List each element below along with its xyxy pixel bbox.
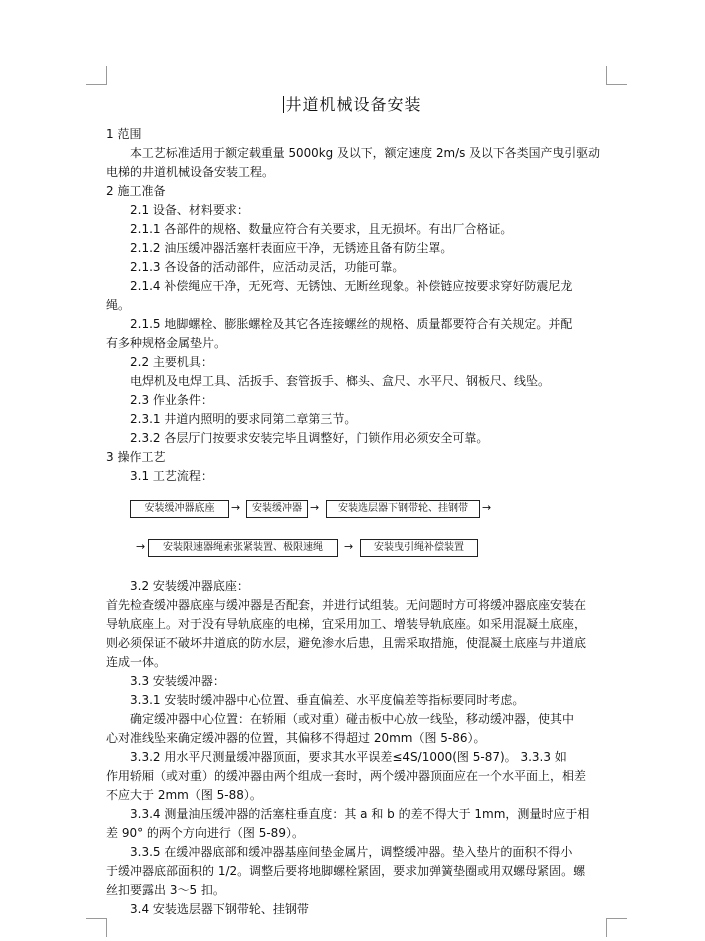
paragraph-line: 确定缓冲器中心位置：在轿厢（或对重）碰击板中心放一线坠，移动缓冲器，使其中: [130, 712, 575, 726]
flow-box: 安装缓冲器: [246, 500, 308, 518]
document-title[interactable]: 井道机械设备安装: [285, 95, 422, 114]
paragraph-line: 于缓冲器底部面积的 1/2。调整后要将地脚螺栓紧固，要求加弹簧垫圈或用双螺母紧固。螺: [106, 864, 586, 878]
paragraph-line: 电梯的井道机械设备安装工程。: [106, 165, 275, 179]
subsection-heading: 3.3 安装缓冲器：: [130, 674, 225, 688]
paragraph-line: 作用轿厢（或对重）的缓冲器由两个组成一套时，两个缓冲器顶面应在一个水平面上，相差: [106, 769, 587, 783]
flow-box: 安装缓冲器底座: [130, 500, 229, 518]
paragraph-line: 则必须保证不破坏井道底的防水层，避免渗水后患，且需采取措施，使混凝土底座与井道底: [106, 636, 587, 650]
flow-box: 安装选层器下钢带轮、挂钢带: [326, 500, 480, 518]
flow-arrow: →: [310, 501, 320, 514]
paragraph-line: 3.3.2 用水平尺测量缓冲器顶面，要求其水平误差≤4S/1000(图 5-87)。 3.3.3 如: [130, 750, 567, 764]
paragraph-line: 电焊机及电焊工具、活扳手、套管扳手、榔头、盒尺、水平尺、钢板尺、线坠。: [130, 374, 551, 388]
subsection-heading: 3.2 安装缓冲器底座：: [130, 579, 249, 593]
paragraph-line: 丝扣要露出 3～5 扣。: [106, 883, 225, 897]
paragraph-line: 本工艺标准适用于额定载重量 5000kg 及以下，额定速度 2m/s 及以下各类国产曳引驱动: [130, 146, 601, 160]
paragraph-line: 3.3.5 在缓冲器底部和缓冲器基座间垫金属片，调整缓冲器。垫入垫片的面积不得小: [130, 845, 573, 859]
paragraph-line: 2.1.4 补偿绳应干净，无死弯、无锈蚀、无断丝现象。补偿链应按要求穿好防震尼龙: [130, 279, 573, 293]
subsection-heading: 3.4 安装选层器下钢带轮、挂钢带: [130, 902, 309, 916]
paragraph-line: 2.1.3 各设备的活动部件，应活动灵活，功能可靠。: [130, 260, 405, 274]
flow-box: 安装限速器绳索张紧装置、极限速绳: [148, 539, 338, 557]
paragraph-line: 2.3.2 各层厅门按要求安装完毕且调整好，门锁作用必须安全可靠。: [130, 431, 489, 445]
paragraph-line: 首先检查缓冲器底座与缓冲器是否配套，并进行试组装。无问题时方可将缓冲器底座安装在: [106, 598, 587, 612]
subsection-heading: 2.2 主要机具：: [130, 355, 213, 369]
paragraph-line: 绳。: [106, 298, 131, 312]
crop-mark-top-left: [86, 66, 107, 85]
flow-box: 安装曳引绳补偿装置: [360, 539, 478, 557]
crop-mark-bottom-right: [606, 918, 627, 937]
section-heading: 2 施工准备: [106, 184, 166, 198]
crop-mark-top-right: [606, 66, 627, 85]
subsection-heading: 2.3 作业条件：: [130, 393, 213, 407]
flow-arrow: →: [231, 501, 241, 514]
paragraph-line: 2.1.1 各部件的规格、数量应符合有关要求，且无损坏。有出厂合格证。: [130, 222, 513, 236]
flow-arrow: →: [136, 540, 146, 553]
section-heading: 1 范围: [106, 127, 142, 141]
crop-mark-bottom-left: [86, 918, 107, 937]
subsection-heading: 3.1 工艺流程：: [130, 469, 213, 483]
paragraph-line: 2.3.1 井道内照明的要求同第二章第三节。: [130, 412, 357, 426]
paragraph-line: 3.3.1 安装时缓冲器中心位置、垂直偏差、水平度偏差等指标要同时考虑。: [130, 693, 525, 707]
flow-arrow: →: [344, 540, 354, 553]
paragraph-line: 2.1.2 油压缓冲器活塞杆表面应干净，无锈迹且备有防尘罩。: [130, 241, 453, 255]
paragraph-line: 连成一体。: [106, 655, 167, 669]
paragraph-line: 有多种规格金属垫片。: [106, 336, 227, 350]
section-heading: 3 操作工艺: [106, 450, 166, 464]
paragraph-line: 心对准线坠来确定缓冲器的位置，其偏移不得超过 20mm（图 5-86）。: [106, 731, 486, 745]
paragraph-line: 3.3.4 测量油压缓冲器的活塞柱垂直度：其 a 和 b 的差不得大于 1mm，测量时应于相: [130, 807, 590, 821]
flow-arrow: →: [482, 501, 492, 514]
subsection-heading: 2.1 设备、材料要求：: [130, 203, 249, 217]
paragraph-line: 导轨底座上。对于没有导轨底座的电梯，宜采用加工、增装导轨底座。如采用混凝土底座，: [106, 617, 587, 631]
paragraph-line: 2.1.5 地脚螺栓、膨胀螺栓及其它各连接螺丝的规格、质量都要符合有关规定。并配: [130, 317, 573, 331]
paragraph-line: 不应大于 2mm（图 5-88）。: [106, 788, 262, 802]
paragraph-line: 差 90° 的两个方向进行（图 5-89）。: [106, 826, 304, 840]
